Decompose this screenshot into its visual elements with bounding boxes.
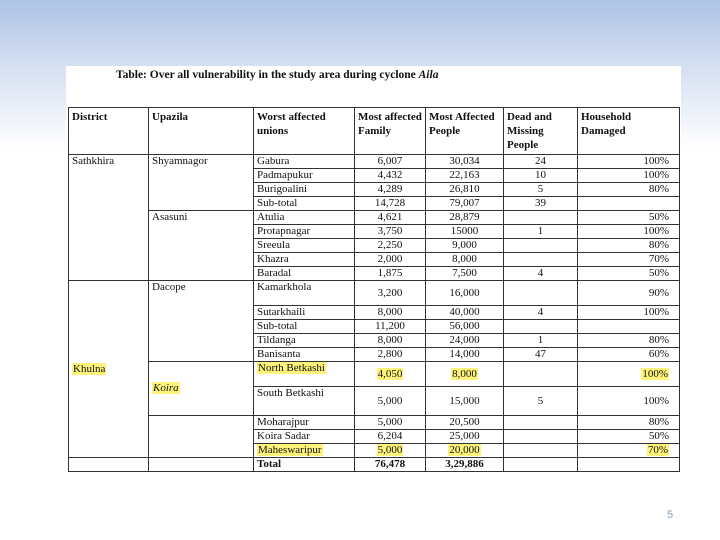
people-cell: 28,879 <box>426 211 504 225</box>
district-khulna-highlight: Khulna <box>73 362 106 375</box>
value-highlight: 8,000 <box>452 367 477 380</box>
union-cell: South Betkashi <box>254 387 355 416</box>
dead-cell <box>504 320 578 334</box>
header-unions: Worst affected unions <box>254 108 355 155</box>
table-title-cyclone-name: Aila <box>418 69 439 81</box>
upazila-cell: Asasuni <box>149 211 254 281</box>
union-cell: Atulia <box>254 211 355 225</box>
table-row <box>69 281 680 306</box>
header-district: District <box>69 108 149 155</box>
people-cell: 8,000 <box>426 253 504 267</box>
table-row <box>69 362 680 387</box>
household-cell: 100% <box>578 387 680 416</box>
household-cell: 100% <box>578 169 680 183</box>
value-highlight: 5,000 <box>377 444 403 456</box>
family-cell: 6,204 <box>355 430 426 444</box>
household-cell: 100% <box>578 306 680 320</box>
dead-cell <box>504 281 578 306</box>
household-cell <box>578 444 680 458</box>
upazila-koira-highlight: Koira <box>153 382 179 394</box>
household-cell: 80% <box>578 334 680 348</box>
total-row <box>69 458 680 472</box>
union-highlight: Maheswaripur <box>258 444 322 456</box>
total-household <box>578 458 680 472</box>
total-empty-cell <box>149 458 254 472</box>
slide-page-number: 5 <box>667 509 674 521</box>
table-row <box>69 155 680 169</box>
household-cell: 100% <box>578 225 680 239</box>
header-family: Most affected Family <box>355 108 426 155</box>
family-cell: 3,200 <box>355 281 426 306</box>
district-cell <box>69 281 149 458</box>
dead-cell: 5 <box>504 183 578 197</box>
value-highlight: 4,050 <box>377 367 403 380</box>
dead-cell <box>504 362 578 387</box>
union-cell <box>254 444 355 458</box>
value-highlight: 100% <box>642 367 668 380</box>
table-header-row <box>69 108 680 155</box>
header-upazila: Upazila <box>149 108 254 155</box>
union-cell: Sutarkhaili <box>254 306 355 320</box>
header-people: Most Affected People <box>426 108 504 155</box>
upazila-cell: Shyamnagor <box>149 155 254 211</box>
household-cell <box>578 320 680 334</box>
family-cell: 2,800 <box>355 348 426 362</box>
union-cell: Sreeula <box>254 239 355 253</box>
total-label: Total <box>254 458 355 472</box>
people-cell: 16,000 <box>426 281 504 306</box>
dead-cell: 4 <box>504 306 578 320</box>
dead-cell <box>504 430 578 444</box>
family-cell: 5,000 <box>355 387 426 416</box>
people-cell: 7,500 <box>426 267 504 281</box>
union-cell <box>254 362 355 387</box>
upazila-cell: Dacope <box>149 281 254 362</box>
dead-cell: 1 <box>504 225 578 239</box>
union-cell: Protapnagar <box>254 225 355 239</box>
total-dead <box>504 458 578 472</box>
dead-cell <box>504 416 578 430</box>
family-cell: 4,432 <box>355 169 426 183</box>
people-cell: 30,034 <box>426 155 504 169</box>
union-cell: Baradal <box>254 267 355 281</box>
family-cell: 5,000 <box>355 416 426 430</box>
family-cell: 6,007 <box>355 155 426 169</box>
union-cell: Sub-total <box>254 320 355 334</box>
table-title-text: Table: Over all vulnerability in the study area during cyclone <box>116 69 416 81</box>
dead-cell <box>504 211 578 225</box>
family-cell: 8,000 <box>355 334 426 348</box>
dead-cell <box>504 253 578 267</box>
value-highlight: 20,000 <box>449 444 480 456</box>
family-cell: 14,728 <box>355 197 426 211</box>
family-cell <box>355 444 426 458</box>
union-cell: Burigoalini <box>254 183 355 197</box>
document-image <box>66 66 681 507</box>
people-cell: 25,000 <box>426 430 504 444</box>
people-cell: 15000 <box>426 225 504 239</box>
upazila-cell-empty <box>149 416 254 458</box>
people-cell: 79,007 <box>426 197 504 211</box>
union-cell: Moharajpur <box>254 416 355 430</box>
people-cell: 9,000 <box>426 239 504 253</box>
dead-cell: 47 <box>504 348 578 362</box>
people-cell: 26,810 <box>426 183 504 197</box>
family-cell: 1,875 <box>355 267 426 281</box>
family-cell: 2,250 <box>355 239 426 253</box>
table-title <box>116 69 438 81</box>
household-cell: 50% <box>578 211 680 225</box>
total-empty-cell <box>69 458 149 472</box>
household-cell <box>578 197 680 211</box>
header-dead-missing: Dead and Missing People <box>504 108 578 155</box>
vulnerability-table-wrap <box>68 107 679 472</box>
family-cell: 3,750 <box>355 225 426 239</box>
union-cell: Sub-total <box>254 197 355 211</box>
union-cell: Khazra <box>254 253 355 267</box>
union-cell: Padmapukur <box>254 169 355 183</box>
people-cell <box>426 444 504 458</box>
people-cell: 22,163 <box>426 169 504 183</box>
dead-cell: 39 <box>504 197 578 211</box>
total-people: 3,29,886 <box>426 458 504 472</box>
people-cell <box>426 362 504 387</box>
dead-cell: 5 <box>504 387 578 416</box>
union-highlight: North Betkashi <box>258 362 325 374</box>
household-cell: 50% <box>578 267 680 281</box>
family-cell <box>355 362 426 387</box>
family-cell: 11,200 <box>355 320 426 334</box>
people-cell: 40,000 <box>426 306 504 320</box>
total-family: 76,478 <box>355 458 426 472</box>
upazila-cell <box>149 362 254 416</box>
household-cell: 80% <box>578 239 680 253</box>
family-cell: 4,289 <box>355 183 426 197</box>
dead-cell <box>504 444 578 458</box>
dead-cell: 1 <box>504 334 578 348</box>
people-cell: 20,500 <box>426 416 504 430</box>
dead-cell: 4 <box>504 267 578 281</box>
union-cell: Tildanga <box>254 334 355 348</box>
district-cell: Sathkhira <box>69 155 149 281</box>
household-cell: 50% <box>578 430 680 444</box>
union-cell: Gabura <box>254 155 355 169</box>
people-cell: 24,000 <box>426 334 504 348</box>
dead-cell <box>504 239 578 253</box>
people-cell: 56,000 <box>426 320 504 334</box>
household-cell: 90% <box>578 281 680 306</box>
vulnerability-table <box>68 107 680 472</box>
dead-cell: 24 <box>504 155 578 169</box>
people-cell: 14,000 <box>426 348 504 362</box>
family-cell: 4,621 <box>355 211 426 225</box>
header-household: Household Damaged <box>578 108 680 155</box>
union-cell: Koira Sadar <box>254 430 355 444</box>
household-cell: 80% <box>578 416 680 430</box>
table-row <box>69 211 680 225</box>
household-cell: 80% <box>578 183 680 197</box>
household-cell: 70% <box>578 253 680 267</box>
household-cell <box>578 362 680 387</box>
household-cell: 60% <box>578 348 680 362</box>
family-cell: 8,000 <box>355 306 426 320</box>
family-cell: 2,000 <box>355 253 426 267</box>
table-row <box>69 416 680 430</box>
union-cell: Banisanta <box>254 348 355 362</box>
union-cell: Kamarkhola <box>254 281 355 306</box>
dead-cell: 10 <box>504 169 578 183</box>
value-highlight: 70% <box>647 444 668 456</box>
household-cell: 100% <box>578 155 680 169</box>
people-cell: 15,000 <box>426 387 504 416</box>
